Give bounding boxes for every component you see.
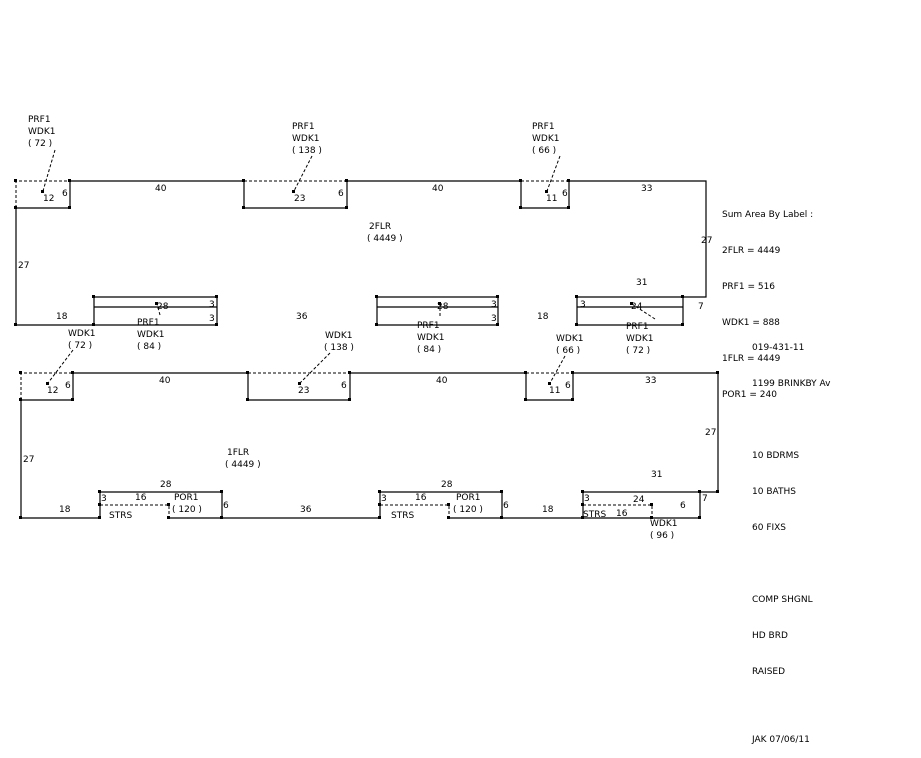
floor-name: 2FLR [369,222,392,232]
dim-label: 18 [537,312,549,322]
foundation-type: RAISED [752,667,786,677]
dim-label: 18 [542,505,554,515]
lower-area-label-por1b [453,493,483,515]
floor-area: ( 4449 ) [367,234,403,244]
dim-label: 6 [341,381,347,391]
dim-label: 6 [680,501,686,511]
upper-area-label-72 [28,115,55,149]
area-label-line: WDK1 [325,331,353,341]
lower-area-label-138 [324,331,354,353]
dim-label: 7 [698,302,704,312]
summary-line: 1FLR = 4449 [722,354,781,364]
dim-label: 36 [296,312,308,322]
dim-label: 31 [651,470,663,480]
dim-label: 33 [641,184,653,194]
dim-label: 31 [636,278,648,288]
summary-line: PRF1 = 516 [722,282,776,292]
siding-type: HD BRD [752,631,788,641]
parcel-number: 019-431-11 [752,343,805,353]
dim-label: 6 [565,381,571,391]
dim-label: 28 [157,302,169,312]
dim-label: 40 [159,376,171,386]
dim-label: 3 [491,300,497,310]
area-label-line: ( 96 ) [650,531,675,541]
dim-label: 27 [18,261,30,271]
dim-label: 6 [338,189,344,199]
dim-label: 11 [549,386,561,396]
dim-label: 23 [294,194,306,204]
dim-label: 16 [616,509,628,519]
vertex-markers [14,179,719,519]
upper-area-label-72b [626,322,653,356]
lower-area-label-66 [556,334,583,356]
area-label-line: WDK1 [650,519,678,529]
upper-area-label-84a [137,318,164,352]
area-label-line: PRF1 [417,321,440,331]
area-label-line: ( 84 ) [417,345,442,355]
dim-label: 40 [155,184,167,194]
summary-line: WDK1 = 888 [722,318,780,328]
area-label-line: PRF1 [137,318,160,328]
area-label-line: ( 120 ) [453,505,483,515]
area-label-line: ( 66 ) [556,346,581,356]
dim-label: 6 [65,381,71,391]
lower-area-label-96 [650,519,677,541]
dim-label: 3 [580,300,586,310]
dim-label: 3 [491,314,497,324]
area-label-line: POR1 [174,493,199,503]
area-label-line: PRF1 [532,122,555,132]
stairs-label: STRS [391,511,415,521]
dim-label: 6 [223,501,229,511]
dim-label: 27 [701,236,713,246]
dim-label: 3 [381,494,387,504]
floor-name: 1FLR [227,448,250,458]
area-label-line: ( 138 ) [324,343,354,353]
area-label-line: ( 138 ) [292,146,322,156]
dim-label: 33 [645,376,657,386]
dim-label: 16 [415,493,427,503]
dim-label: 28 [160,480,172,490]
lower-floor-outline [21,373,718,518]
area-label-line: WDK1 [532,134,560,144]
roof-type: COMP SHGNL [752,595,813,605]
dim-label: 24 [633,495,645,505]
dim-label: 18 [59,505,71,515]
dim-label: 27 [23,455,35,465]
area-label-line: WDK1 [137,330,165,340]
area-label-line: ( 120 ) [172,505,202,515]
lower-area-label-72 [68,329,95,351]
area-label-line: WDK1 [417,333,445,343]
summary-line: 2FLR = 4449 [722,246,781,256]
dim-label: 3 [209,314,215,324]
stairs-label: STRS [583,510,607,520]
property-address: 1199 BRINKBY Av [752,379,831,389]
upper-floor-label [367,222,403,244]
lower-area-label-por1a [172,493,202,515]
dim-label: 40 [432,184,444,194]
bath-count: 10 BATHS [752,487,796,497]
upper-dimensions [18,184,712,324]
property-info [752,318,830,758]
dim-label: 6 [62,189,68,199]
upper-floor-outline [16,181,706,325]
dim-label: 6 [503,501,509,511]
area-label-line: ( 72 ) [626,346,651,356]
dim-label: 16 [135,493,147,503]
dim-label: 3 [101,494,107,504]
appraiser-date: JAK 07/06/11 [752,735,810,745]
dim-label: 18 [56,312,68,322]
area-label-line: WDK1 [292,134,320,144]
dim-label: 6 [562,189,568,199]
dim-label: 28 [437,302,449,312]
dim-label: 3 [584,494,590,504]
area-label-line: ( 72 ) [28,139,53,149]
dim-label: 23 [298,386,310,396]
dim-label: 36 [300,505,312,515]
area-label-line: ( 84 ) [137,342,162,352]
area-label-line: ( 72 ) [68,341,93,351]
area-label-line: WDK1 [556,334,584,344]
dim-label: 27 [705,428,717,438]
summary-line: POR1 = 240 [722,390,777,400]
stairs-label: STRS [109,511,133,521]
area-label-line: PRF1 [626,322,649,332]
upper-area-label-84b [417,321,444,355]
area-label-line: POR1 [456,493,481,503]
area-label-line: PRF1 [292,122,315,132]
upper-area-label-66 [532,122,559,156]
dim-label: 11 [546,194,558,204]
dim-label: 7 [702,494,708,504]
dim-label: 24 [631,302,643,312]
floor-area: ( 4449 ) [225,460,261,470]
upper-area-label-138 [292,122,322,156]
lower-floor-label [225,448,261,470]
area-label-line: ( 66 ) [532,146,557,156]
bedroom-count: 10 BDRMS [752,451,800,461]
dim-label: 12 [43,194,55,204]
area-label-line: WDK1 [68,329,96,339]
dim-label: 3 [209,300,215,310]
area-label-line: WDK1 [626,334,654,344]
summary-heading: Sum Area By Label : [722,210,814,220]
fixture-count: 60 FIXS [752,523,787,533]
area-label-line: WDK1 [28,127,56,137]
dim-label: 40 [436,376,448,386]
dim-label: 28 [441,480,453,490]
area-label-line: PRF1 [28,115,51,125]
lower-dimensions [23,376,716,519]
dim-label: 12 [47,386,59,396]
